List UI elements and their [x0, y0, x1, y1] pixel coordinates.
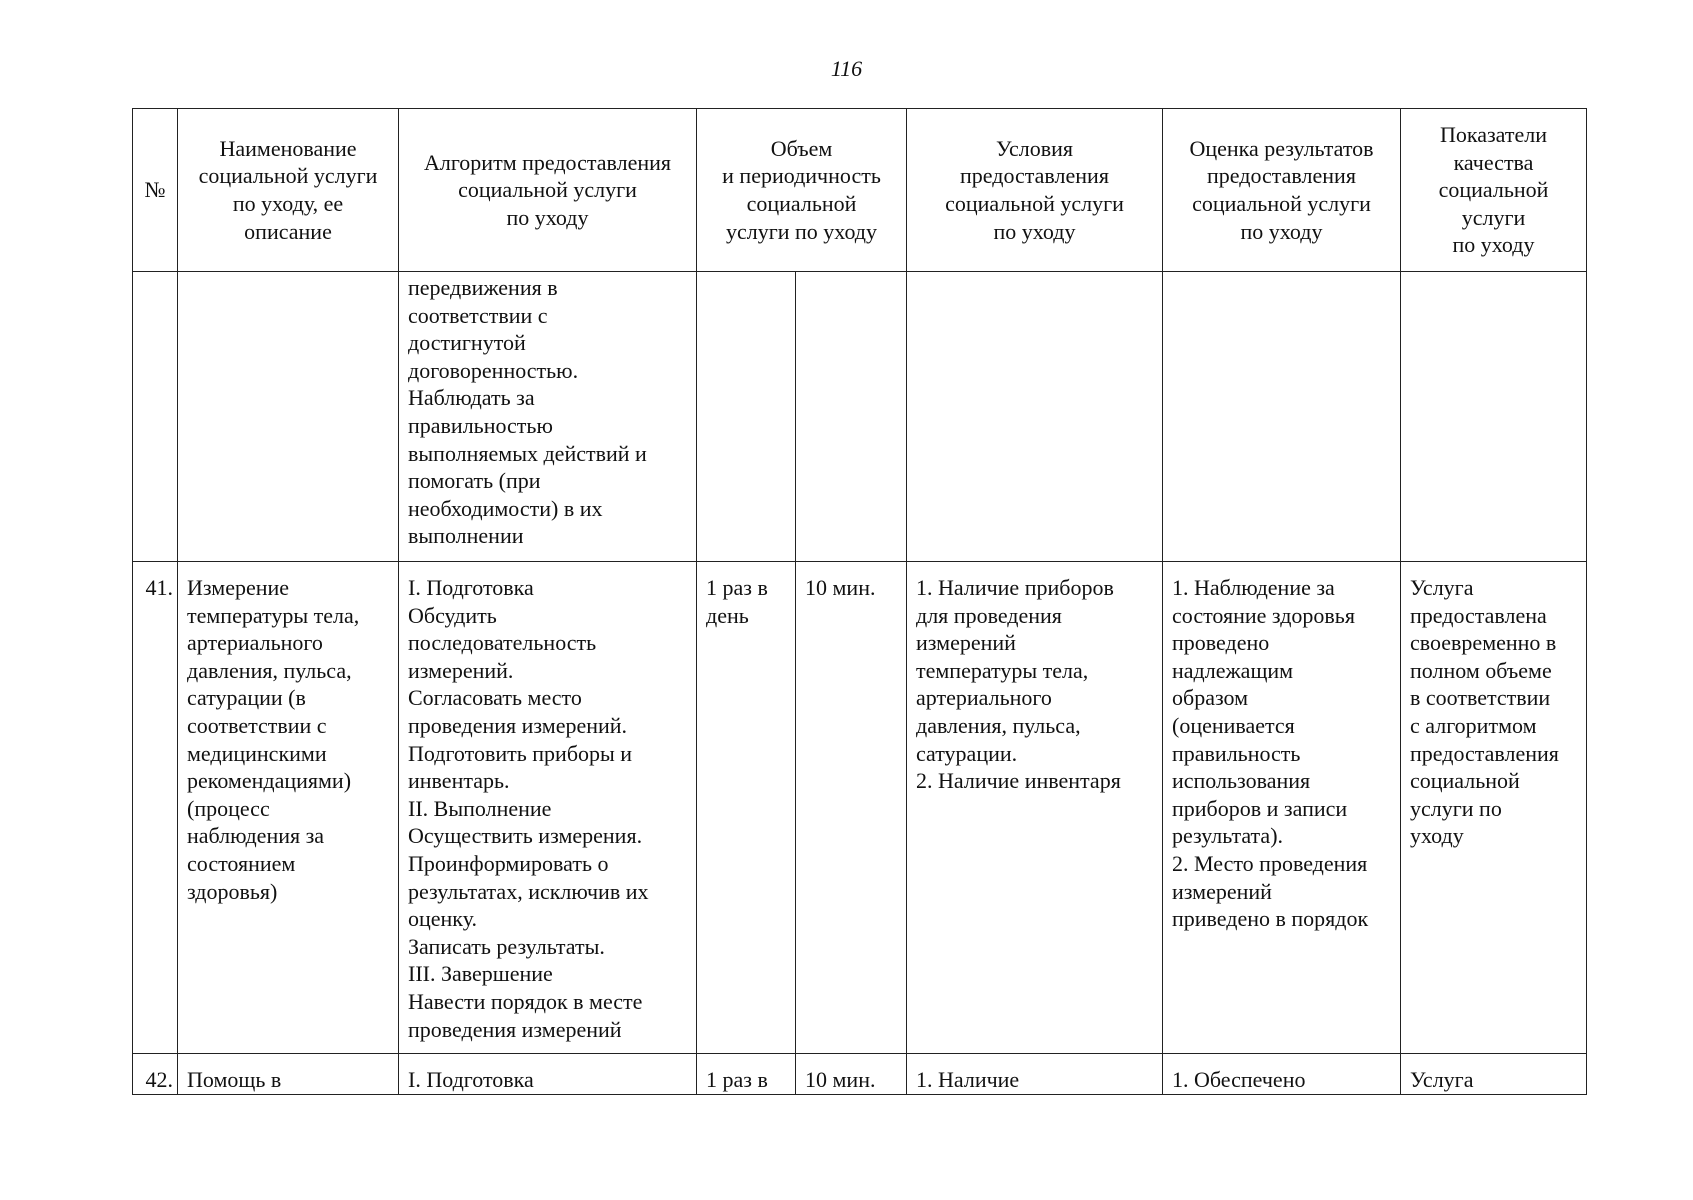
- row-name: [178, 272, 399, 562]
- header-row: [133, 109, 1587, 272]
- row-evaluation: 1. Обеспечено: [1163, 1054, 1401, 1095]
- row-algorithm: передвижения в соответствии с достигнутой договоренностью. Наблюдать за правильностью выполняемых действий и помогать (при необходимости) в их выполнении: [399, 272, 697, 562]
- header-conditions: Условия предоставления социальной услуги по уходу: [907, 109, 1163, 272]
- row-frequency: [697, 272, 796, 562]
- table-row: [133, 272, 1587, 562]
- row-num: [133, 272, 178, 562]
- row-duration: 10 мин.: [796, 562, 907, 1054]
- row-name: Помощь в: [178, 1054, 399, 1095]
- row-num: 42.: [133, 1054, 178, 1095]
- row-conditions: [907, 272, 1163, 562]
- header-num: №: [133, 109, 178, 272]
- page-number: 116: [830, 56, 863, 81]
- row-quality: Услуга предоставлена своевременно в полном объеме в соответствии с алгоритмом предоставления социальной услуги по уходу: [1401, 562, 1587, 1054]
- table-row: [133, 562, 1587, 1054]
- row-duration: [796, 272, 907, 562]
- services-table: [132, 108, 1587, 1095]
- row-algorithm: I. Подготовка: [399, 1054, 697, 1095]
- row-conditions: 1. Наличие: [907, 1054, 1163, 1095]
- header-name: Наименование социальной услуги по уходу, ее описание: [178, 109, 399, 272]
- header-quality: Показатели качества социальной услуги по уходу: [1401, 109, 1587, 272]
- row-num: 41.: [133, 562, 178, 1054]
- row-duration: 10 мин.: [796, 1054, 907, 1095]
- row-quality: [1401, 272, 1587, 562]
- row-evaluation: 1. Наблюдение за состояние здоровья проведено надлежащим образом (оценивается правильность использования приборов и записи результата). 2. Место проведения измерений приведено в порядок: [1163, 562, 1401, 1054]
- header-volume: Объем и периодичность социальной услуги по уходу: [697, 109, 907, 272]
- row-frequency: 1 раз в: [697, 1054, 796, 1095]
- row-name: Измерение температуры тела, артериального давления, пульса, сатурации (в соответствии с медицинскими рекомендациями) (процесс наблюдения за состоянием здоровья): [178, 562, 399, 1054]
- row-conditions: 1. Наличие приборов для проведения измерений температуры тела, артериального давления, пульса, сатурации. 2. Наличие инвентаря: [907, 562, 1163, 1054]
- row-frequency: 1 раз в день: [697, 562, 796, 1054]
- row-evaluation: [1163, 272, 1401, 562]
- header-evaluation: Оценка результатов предоставления социальной услуги по уходу: [1163, 109, 1401, 272]
- row-quality: Услуга: [1401, 1054, 1587, 1095]
- header-algorithm: Алгоритм предоставления социальной услуги по уходу: [399, 109, 697, 272]
- row-algorithm: I. Подготовка Обсудить последовательность измерений. Согласовать место проведения измерений. Подготовить приборы и инвентарь. II. Выполнение Осуществить измерения. Проинформировать о результатах, исключив их оценку. Записать результаты. III. Завершение Навести порядок в месте проведения измерений: [399, 562, 697, 1054]
- table-row: [133, 1054, 1587, 1095]
